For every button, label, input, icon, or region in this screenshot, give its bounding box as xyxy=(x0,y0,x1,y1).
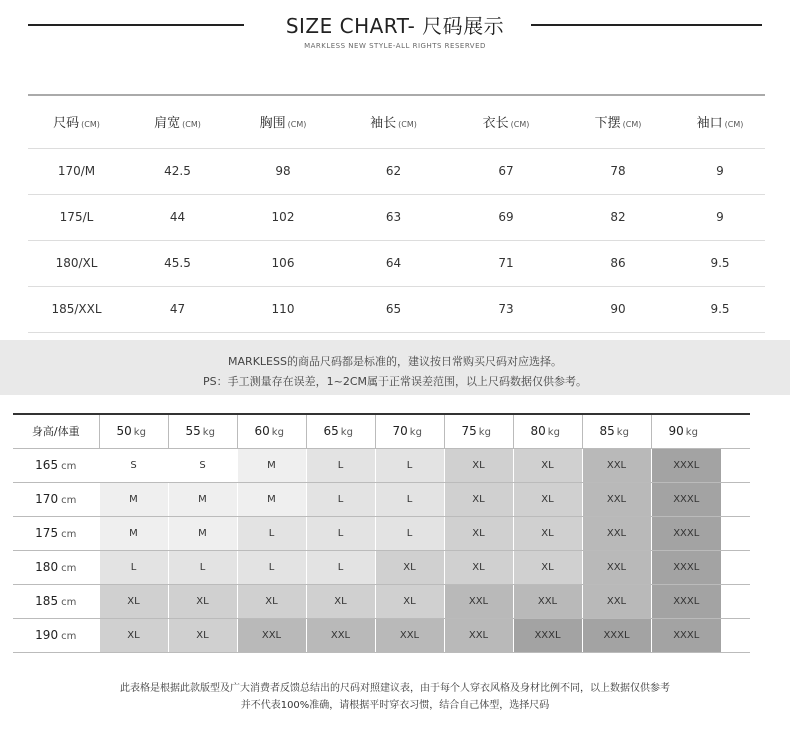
size-recommendation-cell: XL xyxy=(444,482,513,516)
length-cell: 67 xyxy=(451,148,561,194)
height-header xyxy=(13,618,99,652)
size-cell: 175/L xyxy=(28,194,125,240)
table-row xyxy=(28,286,765,332)
height-unit: cm xyxy=(61,631,77,642)
size-recommendation-cell: XXL xyxy=(513,584,582,618)
height-value: 175 xyxy=(35,526,59,540)
footer-disclaimer xyxy=(0,680,790,714)
weight-unit: kg xyxy=(340,427,353,439)
size-recommendation-cell: XXL xyxy=(582,550,651,584)
cuff-cell: 9 xyxy=(675,194,765,240)
height-header xyxy=(13,482,99,516)
shoulder-cell: 42.5 xyxy=(125,148,230,194)
size-chart-table xyxy=(28,94,765,333)
size-recommendation-cell: XL xyxy=(375,584,444,618)
height-header xyxy=(13,550,99,584)
size-recommendation-cell: S xyxy=(99,448,168,482)
height-value: 170 xyxy=(35,492,59,506)
size-recommendation-cell: L xyxy=(375,448,444,482)
size-recommendation-cell: XL xyxy=(513,550,582,584)
size-recommendation-cell: XL xyxy=(168,618,237,652)
cuff-cell: 9.5 xyxy=(675,286,765,332)
size-recommendation-cell: M xyxy=(168,516,237,550)
column-label: 袖长 xyxy=(370,116,397,132)
size-recommendation-cell: M xyxy=(168,482,237,516)
chest-cell: 106 xyxy=(230,240,336,286)
size-recommendation-cell: XL xyxy=(444,448,513,482)
size-recommendation-cell: XL xyxy=(513,516,582,550)
height-header xyxy=(13,448,99,482)
size-recommendation-cell: M xyxy=(237,448,306,482)
column-unit: (CM) xyxy=(510,120,530,130)
hem-cell: 82 xyxy=(561,194,675,240)
size-recommendation-cell: XXL xyxy=(444,584,513,618)
size-recommendation-cell: XXXL xyxy=(651,516,750,550)
size-recommendation-cell: XXL xyxy=(582,448,651,482)
height-unit: cm xyxy=(61,597,77,608)
size-recommendation-cell: XL xyxy=(444,516,513,550)
size-recommendation-cell: M xyxy=(99,516,168,550)
height-value: 190 xyxy=(35,628,59,642)
size-recommendation-table xyxy=(13,413,750,653)
size-recommendation-cell: XXXL xyxy=(513,618,582,652)
size-recommendation-cell: XXXL xyxy=(582,618,651,652)
weight-header xyxy=(168,414,237,448)
column-unit: (CM) xyxy=(287,120,307,130)
size-recommendation-cell: XXL xyxy=(582,482,651,516)
size-recommendation-cell: XL xyxy=(513,482,582,516)
weight-unit: kg xyxy=(478,427,491,439)
column-header xyxy=(125,95,230,148)
weight-value: 60 xyxy=(254,424,270,439)
column-header xyxy=(451,95,561,148)
weight-unit: kg xyxy=(616,427,629,439)
column-label: 胸围 xyxy=(259,116,286,132)
shoulder-cell: 44 xyxy=(125,194,230,240)
column-label: 下摆 xyxy=(594,116,621,132)
size-chart-header-row xyxy=(28,95,765,148)
column-unit: (CM) xyxy=(622,120,642,130)
table-row xyxy=(13,550,750,584)
table-row xyxy=(13,448,750,482)
height-header xyxy=(13,516,99,550)
size-recommendation-cell: XL xyxy=(444,550,513,584)
sleeve-cell: 65 xyxy=(336,286,451,332)
table-row xyxy=(28,148,765,194)
weight-header xyxy=(513,414,582,448)
size-recommendation-cell: XL xyxy=(99,584,168,618)
height-unit: cm xyxy=(61,495,77,506)
sleeve-cell: 62 xyxy=(336,148,451,194)
size-recommendation-cell: L xyxy=(306,550,375,584)
weight-unit: kg xyxy=(409,427,422,439)
sleeve-cell: 63 xyxy=(336,194,451,240)
size-recommendation-cell: L xyxy=(99,550,168,584)
weight-header-row xyxy=(13,414,750,448)
weight-value: 80 xyxy=(530,424,546,439)
size-recommendation-cell: XXXL xyxy=(651,584,750,618)
size-recommendation-cell: XXXL xyxy=(651,550,750,584)
size-recommendation-cell: XL xyxy=(237,584,306,618)
hem-cell: 86 xyxy=(561,240,675,286)
size-recommendation-cell: XXL xyxy=(582,584,651,618)
column-header xyxy=(230,95,336,148)
length-cell: 73 xyxy=(451,286,561,332)
size-recommendation-cell: S xyxy=(168,448,237,482)
size-notice-banner xyxy=(0,340,790,395)
weight-value: 70 xyxy=(392,424,408,439)
column-header xyxy=(561,95,675,148)
column-unit: (CM) xyxy=(724,120,744,130)
height-unit: cm xyxy=(61,461,77,472)
column-header xyxy=(28,95,125,148)
weight-header xyxy=(99,414,168,448)
size-recommendation-cell: XXL xyxy=(237,618,306,652)
shoulder-cell: 47 xyxy=(125,286,230,332)
size-recommendation-cell: XL xyxy=(513,448,582,482)
weight-value: 75 xyxy=(461,424,477,439)
cuff-cell: 9 xyxy=(675,148,765,194)
notice-line-2: PS：手工测量存在误差，1~2CM属于正常误差范围，以上尺码数据仅供参考。 xyxy=(203,375,587,388)
column-unit: (CM) xyxy=(81,120,100,130)
size-recommendation-cell: L xyxy=(306,516,375,550)
height-unit: cm xyxy=(61,529,77,540)
size-recommendation-cell: L xyxy=(375,482,444,516)
weight-value: 85 xyxy=(599,424,615,439)
size-recommendation-cell: XXL xyxy=(444,618,513,652)
weight-unit: kg xyxy=(133,427,146,439)
weight-unit: kg xyxy=(202,427,215,439)
weight-header xyxy=(582,414,651,448)
size-cell: 185/XXL xyxy=(28,286,125,332)
weight-value: 65 xyxy=(323,424,339,439)
size-recommendation-cell: L xyxy=(237,516,306,550)
column-label: 尺码 xyxy=(53,116,80,132)
weight-value: 90 xyxy=(668,424,684,439)
column-header xyxy=(336,95,451,148)
hem-cell: 90 xyxy=(561,286,675,332)
weight-unit: kg xyxy=(271,427,284,439)
weight-value: 50 xyxy=(116,424,132,439)
weight-header xyxy=(375,414,444,448)
footer-line-1: 此表格是根据此款版型及广大消费者反馈总结出的尺码对照建议表，由于每个人穿衣风格及身材比例不同，以上数据仅供参考 xyxy=(120,683,670,694)
column-label: 袖口 xyxy=(696,116,723,132)
weight-unit: kg xyxy=(685,427,698,439)
height-value: 165 xyxy=(35,458,59,472)
height-value: 185 xyxy=(35,594,59,608)
weight-header xyxy=(306,414,375,448)
column-label: 肩宽 xyxy=(154,116,181,132)
size-recommendation-cell: XL xyxy=(99,618,168,652)
weight-unit: kg xyxy=(547,427,560,439)
size-recommendation-cell: XL xyxy=(306,584,375,618)
column-label: 衣长 xyxy=(482,116,509,132)
weight-header xyxy=(651,414,750,448)
table-row xyxy=(13,482,750,516)
size-recommendation-cell: XXXL xyxy=(651,482,750,516)
table-row xyxy=(28,194,765,240)
size-recommendation-cell: XL xyxy=(375,550,444,584)
column-header xyxy=(675,95,765,148)
size-recommendation-cell: XL xyxy=(168,584,237,618)
table-row xyxy=(13,584,750,618)
chest-cell: 102 xyxy=(230,194,336,240)
height-value: 180 xyxy=(35,560,59,574)
table-row xyxy=(13,516,750,550)
size-recommendation-cell: L xyxy=(375,516,444,550)
sleeve-cell: 64 xyxy=(336,240,451,286)
table-row xyxy=(13,618,750,652)
height-unit: cm xyxy=(61,563,77,574)
page-title: SIZE CHART- 尺码展示 xyxy=(285,14,505,38)
page-subtitle: MARKLESS NEW STYLE-ALL RIGHTS RESERVED xyxy=(304,42,486,50)
weight-header xyxy=(237,414,306,448)
corner-label: 身高/体重 xyxy=(13,414,99,448)
table-row xyxy=(28,240,765,286)
chest-cell: 110 xyxy=(230,286,336,332)
notice-line-1: MARKLESS的商品尺码都是标准的，建议按日常购买尺码对应选择。 xyxy=(228,355,562,368)
column-unit: (CM) xyxy=(182,120,201,130)
hem-cell: 78 xyxy=(561,148,675,194)
footer-line-2: 并不代表100%准确，请根据平时穿衣习惯，结合自己体型，选择尺码 xyxy=(240,700,550,711)
length-cell: 69 xyxy=(451,194,561,240)
size-cell: 170/M xyxy=(28,148,125,194)
column-unit: (CM) xyxy=(398,120,417,130)
size-recommendation-cell: XXXL xyxy=(651,618,750,652)
size-recommendation-cell: XXL xyxy=(582,516,651,550)
size-recommendation-cell: L xyxy=(306,482,375,516)
size-recommendation-cell: L xyxy=(168,550,237,584)
size-recommendation-cell: XXL xyxy=(375,618,444,652)
weight-value: 55 xyxy=(185,424,201,439)
weight-header xyxy=(444,414,513,448)
size-recommendation-cell: XXL xyxy=(306,618,375,652)
size-cell: 180/XL xyxy=(28,240,125,286)
size-recommendation-cell: M xyxy=(237,482,306,516)
size-recommendation-cell: L xyxy=(306,448,375,482)
size-recommendation-cell: L xyxy=(237,550,306,584)
chest-cell: 98 xyxy=(230,148,336,194)
length-cell: 71 xyxy=(451,240,561,286)
cuff-cell: 9.5 xyxy=(675,240,765,286)
shoulder-cell: 45.5 xyxy=(125,240,230,286)
size-recommendation-cell: M xyxy=(99,482,168,516)
size-recommendation-cell: XXXL xyxy=(651,448,750,482)
height-header xyxy=(13,584,99,618)
